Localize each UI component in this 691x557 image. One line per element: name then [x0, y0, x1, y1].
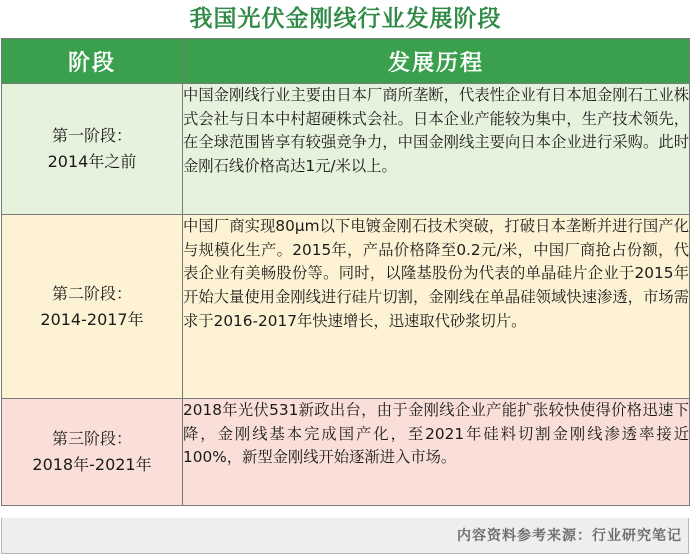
table-row: [2, 215, 690, 399]
source-footer: 内容资料参考来源：行业研究笔记: [1, 518, 689, 554]
stage-cell: [2, 215, 183, 399]
stage-period: 2014-2017年: [40, 309, 144, 329]
table-header-row: [2, 39, 690, 84]
stage-name: 第一阶段：: [51, 126, 132, 145]
stage-period: 2014年之前: [47, 152, 137, 171]
header-development: 发展历程: [183, 39, 690, 84]
stage-description: 2018年光伏531新政出台，由于金刚线企业产能扩张较快使得价格迅速下降，金刚线基本完成国产化，至2021年硅料切割金刚线渗透率接近100%，新型金刚线开始逐渐进入市场。: [183, 399, 690, 506]
table-row: [2, 399, 690, 506]
stage-cell: [2, 399, 183, 506]
stage-name: 第三阶段：: [51, 429, 132, 448]
development-stages-table: [1, 38, 690, 506]
stage-period: 2018年-2021年: [32, 455, 152, 474]
stage-cell: [2, 84, 183, 215]
table-row: [2, 84, 690, 215]
stage-description: 中国金刚线行业主要由日本厂商所垄断，代表性企业有日本旭金刚石工业株式会社与日本中村超硬株式会社。日本企业产能较为集中，生产技术领先，在全球范围皆享有较强竞争力，中国金刚线主要向日本企业进行采购。此时金刚石线价格高达1元/米以上。: [183, 84, 690, 215]
header-stage: 阶段: [2, 39, 183, 84]
page-title: 我国光伏金刚线行业发展阶段: [189, 6, 502, 32]
stage-description: 中国厂商实现80μm以下电镀金刚石技术突破，打破日本垄断并进行国产化与规模化生产。2015年，产品价格降至0.2元/米，中国厂商抢占份额，代表企业有美畅股份等。同时，以隆基股份为代表的单晶硅片企业于2015年开始大量使用金刚线进行硅片切割，金刚线在单晶硅领域快速渗透，市场需求于2016-2017年快速增长，迅速取代砂浆切片。: [183, 215, 690, 399]
stage-name: 第二阶段：: [51, 283, 132, 303]
